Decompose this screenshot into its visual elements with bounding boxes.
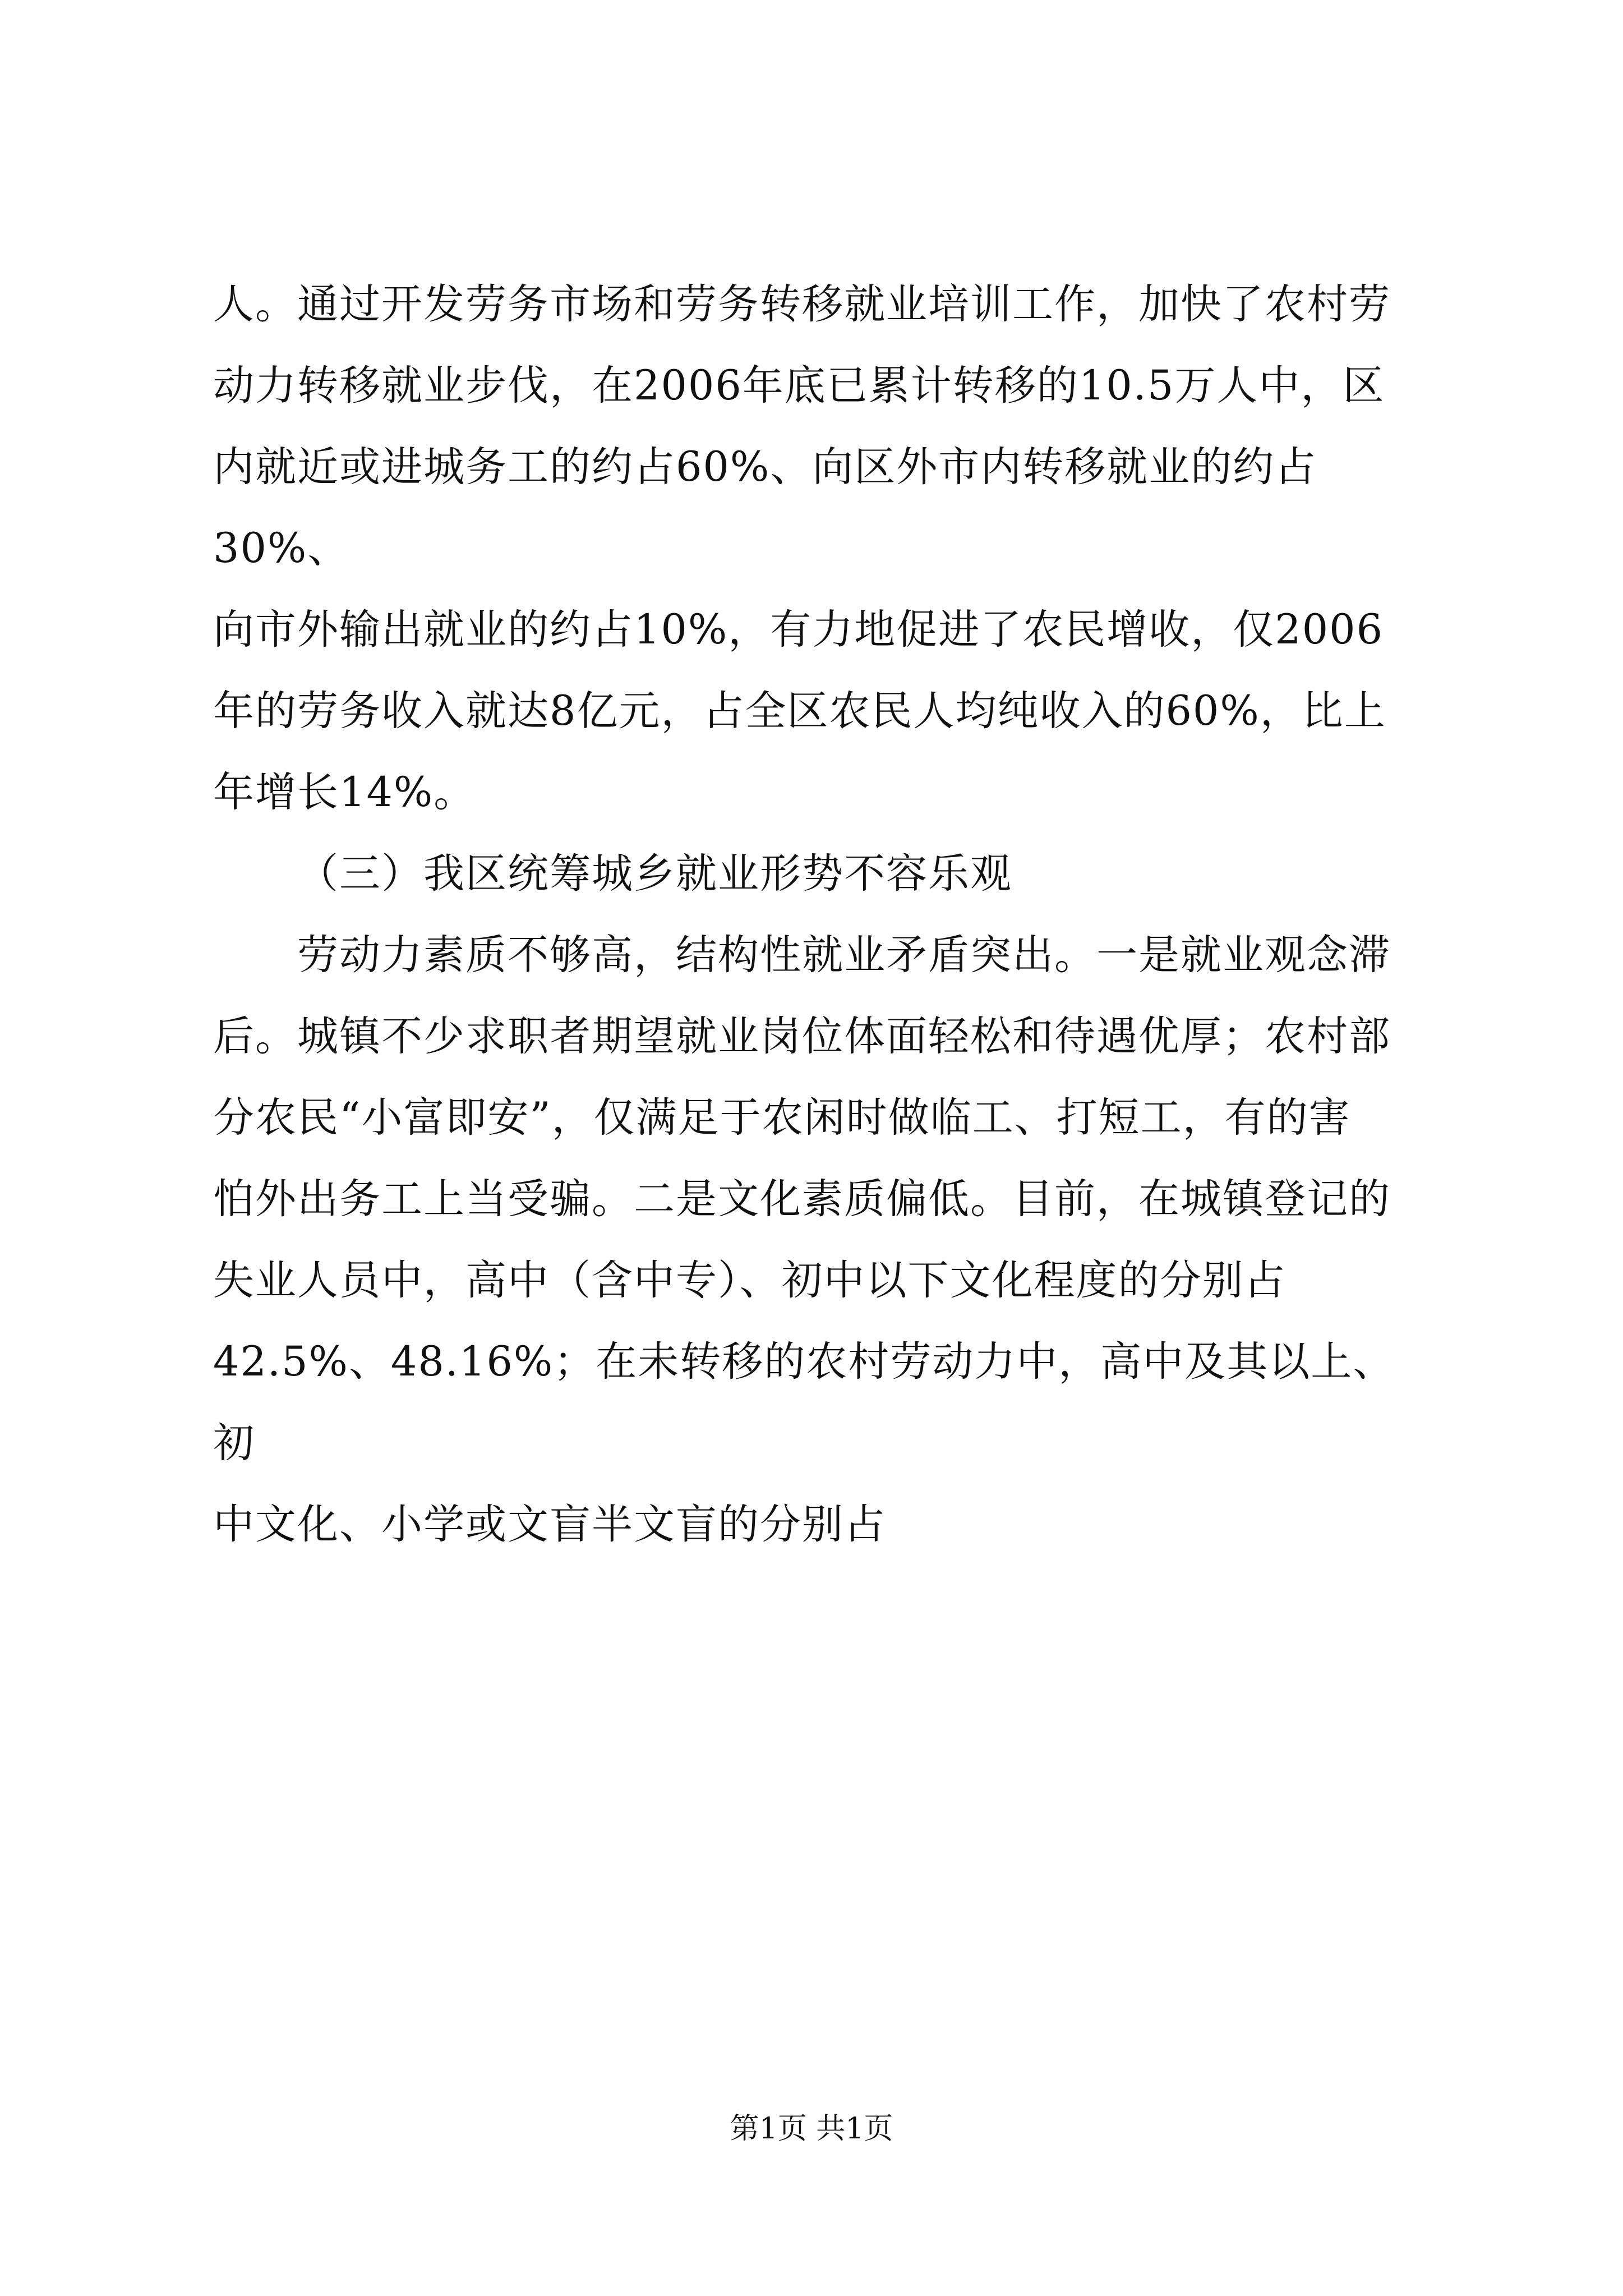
document-body	[213, 264, 1424, 1565]
page-number-footer: 第1页 共1页	[730, 2112, 893, 2146]
paragraph-labor-transfer: 人。通过开发劳务市场和劳务转移就业培训工作，加快了农村劳 动力转移就业步伐，在2006年底已累计转移的10.5万人中，区 内就近或进城务工的约占60%、向区外市内转移就业的约占30%、 向市外输出就业的约占10%，有力地促进了农民增收，仅2006 年的劳务收入就达8亿元，占全区农民人均纯收入的60%，比上 年增长14%。	[213, 280, 1391, 816]
section-heading: （三）我区统筹城乡就业形势不容乐观	[297, 850, 1012, 898]
paragraph-labor-quality: 劳动力素质不够高，结构性就业矛盾突出。一是就业观念滞 后。城镇不少求职者期望就业岗位体面轻松和待遇优厚；农村部 分农民“小富即安”，仅满足于农闲时做临工、打短工，有的害 怕外出务工上当受骗。二是文化素质偏低。目前，在城镇登记的 失业人员中，高中（含中专）、初中以下文化程度的分别占 42.5%、48.16%；在未转移的农村劳动力中，高中及其以上、初 中文化、小学或文盲半文盲的分别占	[213, 931, 1395, 1548]
